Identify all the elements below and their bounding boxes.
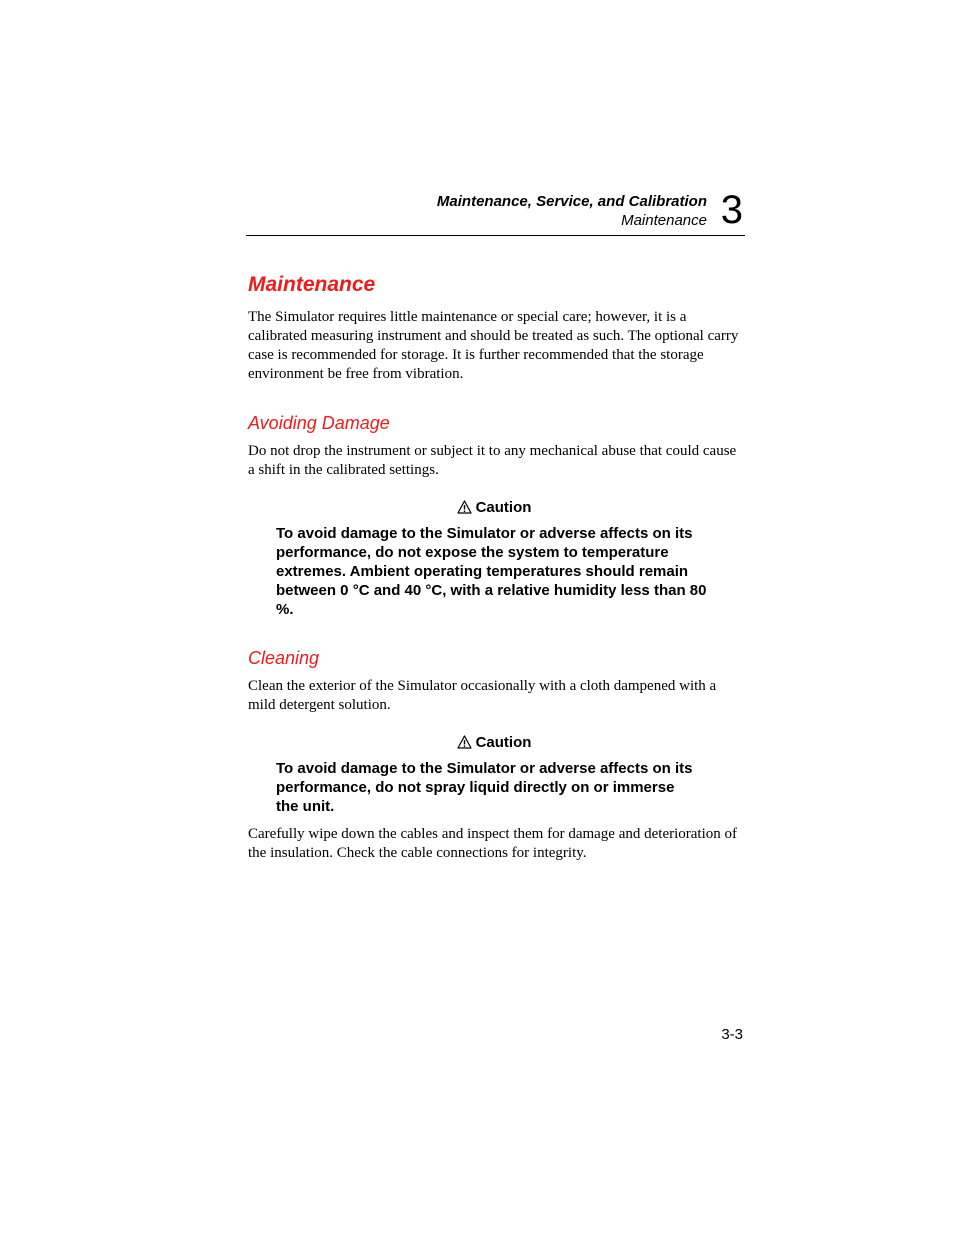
avoiding-damage-paragraph: Do not drop the instrument or subject it to any mechanical abuse that could cause a shift in the calibrated settings. <box>248 443 737 478</box>
header-chapter-title: Maintenance, Service, and Calibration <box>436 193 707 210</box>
cleaning-paragraph-2: Carefully wipe down the cables and inspect them for damage and deterioration of the insulation. Check the cable connections for integrity. <box>248 826 737 861</box>
cleaning-paragraph: Clean the exterior of the Simulator occasionally with a cloth dampened with a mild detergent solution. <box>248 678 717 713</box>
section-heading-avoiding-damage: Avoiding Damage <box>248 413 390 433</box>
header-text <box>437 192 707 230</box>
caution-heading-1 <box>244 498 744 517</box>
page-header <box>246 190 745 236</box>
caution-label: Caution <box>475 734 532 751</box>
warning-icon <box>457 735 472 749</box>
caution-text-2: To avoid damage to the Simulator or adverse affects on its performance, do not spray liquid directly on or immerse the unit. <box>276 760 693 815</box>
caution-heading-2 <box>244 733 744 752</box>
chapter-number: 3 <box>720 188 743 232</box>
warning-icon <box>457 500 472 514</box>
page-number: 3-3 <box>721 1026 743 1043</box>
header-section-title: Maintenance <box>621 212 707 229</box>
section-heading-cleaning: Cleaning <box>248 648 320 668</box>
caution-text-1: To avoid damage to the Simulator or adverse affects on its performance, do not expose the system to temperature extremes. Ambient operating temperatures should remain between 0 °C and 40 °C, with a relative humidity less than 80 %. <box>276 525 707 618</box>
maintenance-paragraph: The Simulator requires little maintenance or special care; however, it is a calibrated measuring instrument and should be treated as such. The optional carry case is recommended for storage. It is further recommended that the storage environment be free from vibration. <box>248 309 739 382</box>
section-heading-maintenance: Maintenance <box>248 273 376 296</box>
caution-label: Caution <box>475 499 532 516</box>
page-content <box>248 270 744 863</box>
